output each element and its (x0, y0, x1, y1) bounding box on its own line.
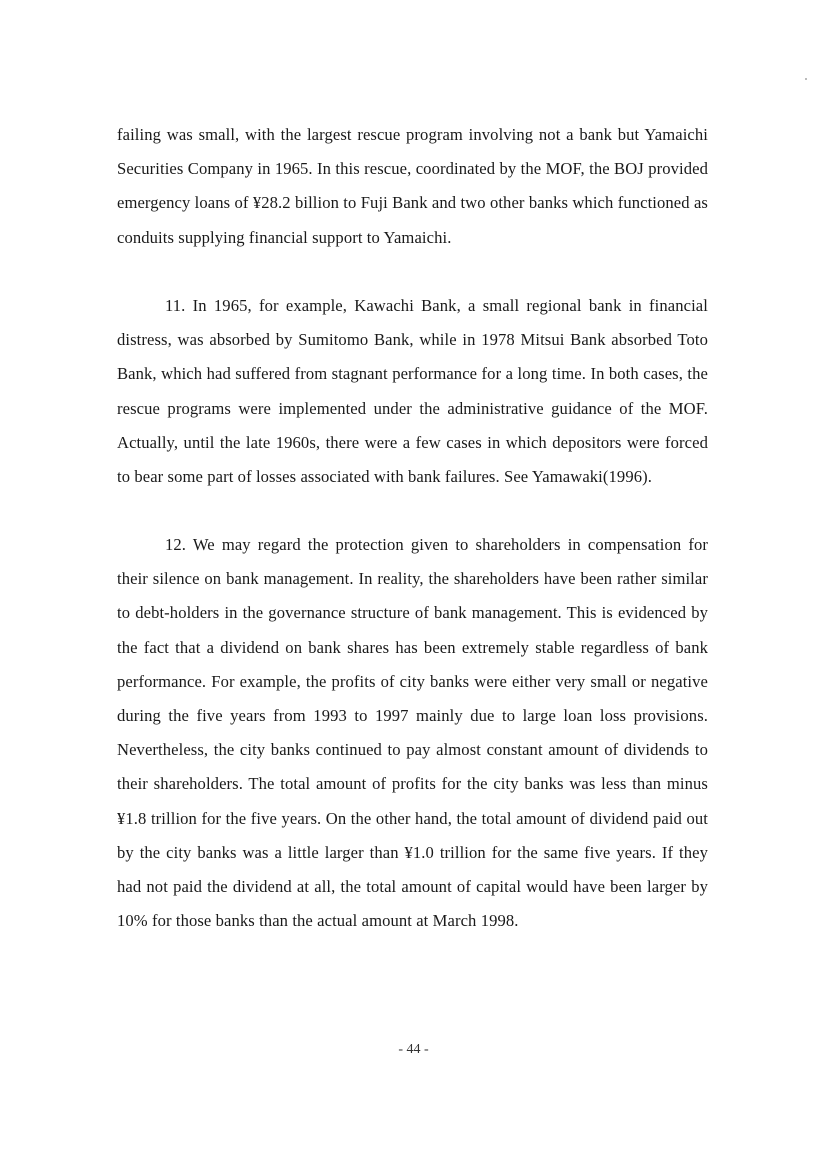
footnote-continued-paragraph (117, 118, 708, 255)
paragraph-text: 12. We may regard the protection given to shareholders in compensation for their silence on bank management. In reality, the shareholders have been rather similar to debt-holders in the governance structure of bank management. This is evidenced by the fact that a dividend on bank shares has been extremely stable regardless of bank performance. For example, the profits of city banks were either very small or negative during the five years from 1993 to 1997 mainly due to large loan loss provisions. Nevertheless, the city banks continued to pay almost constant amount of dividends to their shareholders. The total amount of profits for the city banks was less than minus ¥1.8 trillion for the five years. On the other hand, the total amount of dividend paid out by the city banks was a little larger than ¥1.0 trillion for the same five years. If they had not paid the dividend at all, the total amount of capital would have been larger by 10% for those banks than the actual amount at March 1998. (117, 535, 708, 931)
paragraph-text: failing was small, with the largest rescue program involving not a bank but Yamaichi Securities Company in 1965. In this rescue, coordinated by the MOF, the BOJ provided emergency loans of ¥28.2 billion to Fuji Bank and two other banks which functioned as conduits supplying financial support to Yamaichi. (117, 125, 708, 247)
footnote-11-paragraph (117, 289, 708, 494)
page-number: - 44 - (398, 1042, 429, 1057)
paragraph-text: 11. In 1965, for example, Kawachi Bank, a small regional bank in financial distress, was absorbed by Sumitomo Bank, while in 1978 Mitsui Bank absorbed Toto Bank, which had suffered from stagnant performance for a long time. In both cases, the rescue programs were implemented under the administrative guidance of the MOF. Actually, until the late 1960s, there were a few cases in which depositors were forced to bear some part of losses associated with bank failures. See Yamawaki(1996). (117, 296, 708, 487)
scan-artifact (805, 78, 807, 80)
footnote-12-paragraph (117, 528, 708, 938)
